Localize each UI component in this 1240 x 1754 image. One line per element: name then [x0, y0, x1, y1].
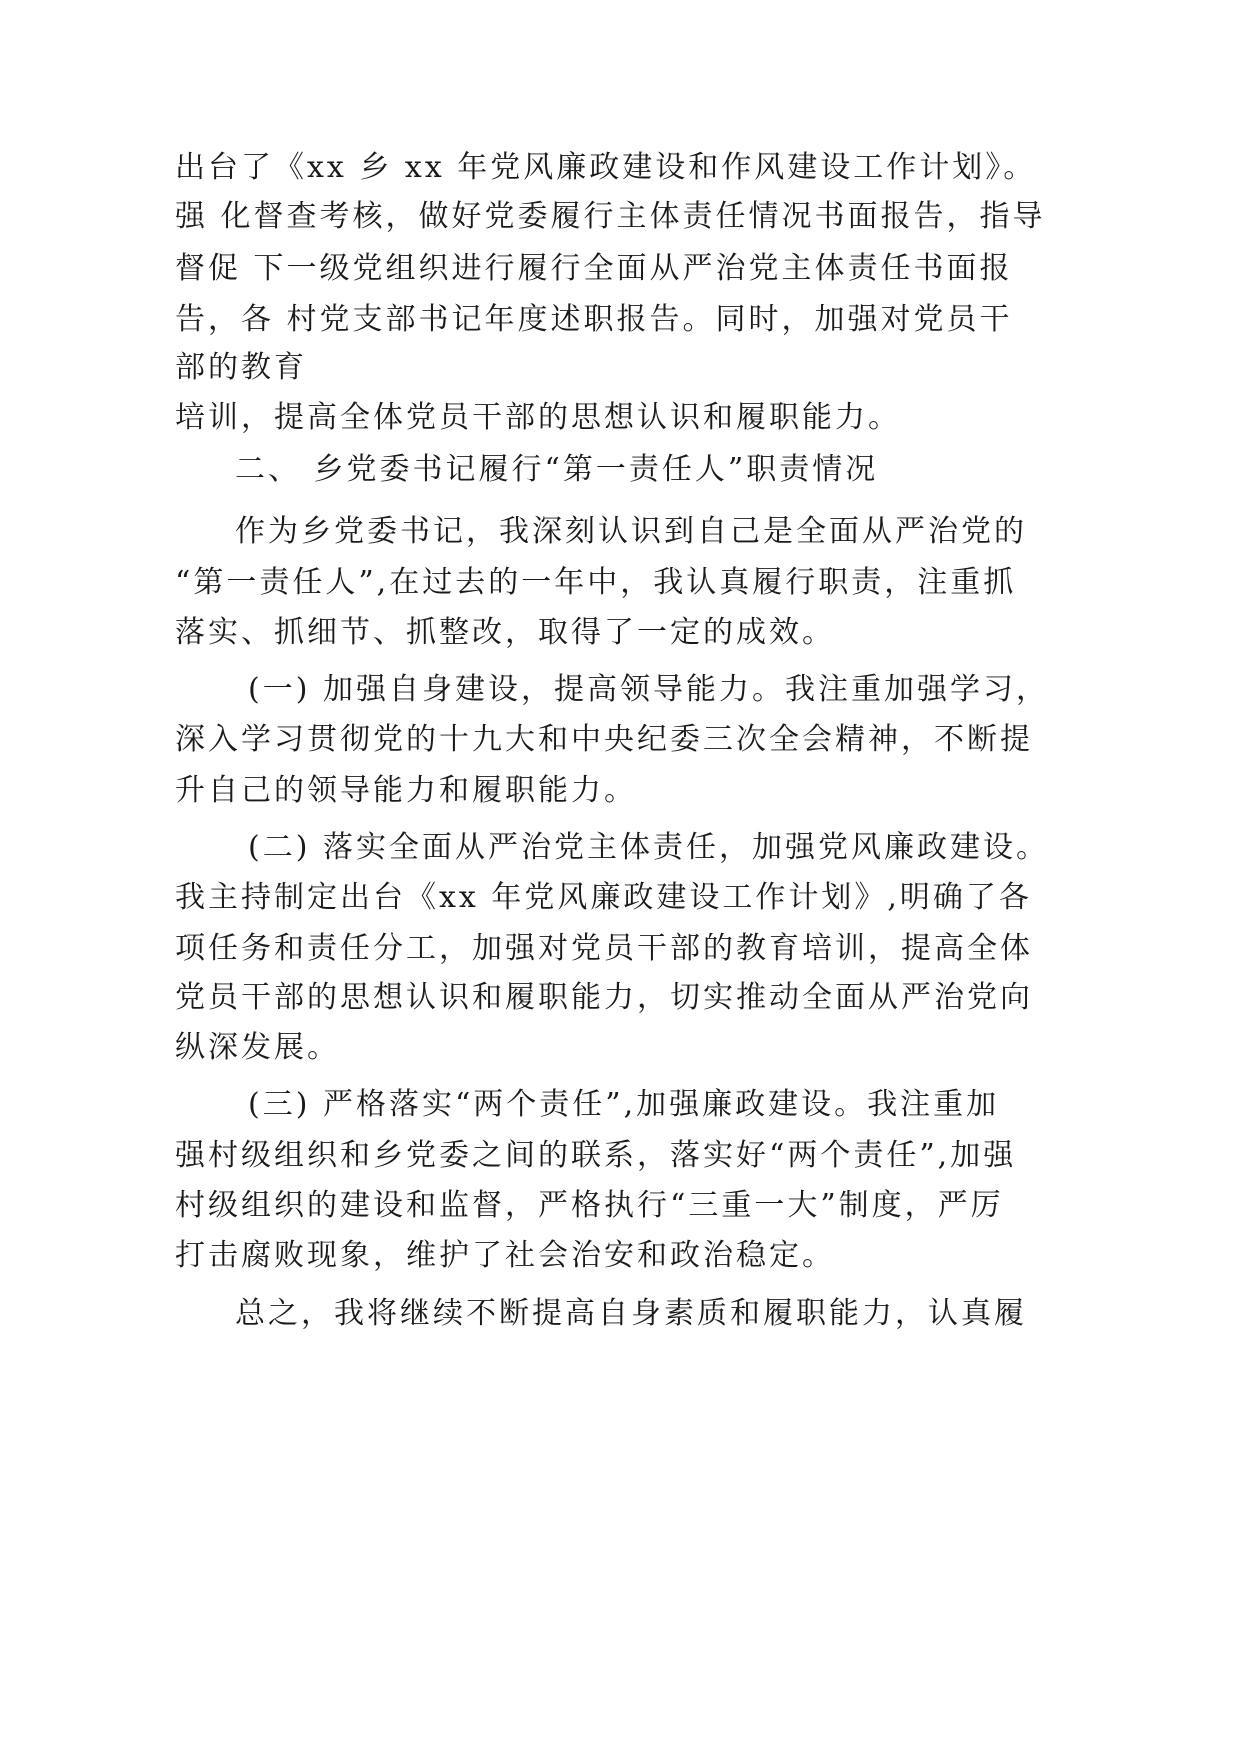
- text-line: 我主持制定出台《xx 年党风廉政建设工作计划》,明确了各: [175, 880, 1032, 915]
- text-line: (一) 加强自身建设，提高领导能力。我注重加强学习，: [248, 672, 1049, 707]
- text-line: 出台了《xx 乡 xx 年党风廉政建设和作风建设工作计划》。: [175, 150, 1037, 185]
- text-line: 督促 下一级党组织进行履行全面从严治党主体责任书面报: [175, 251, 1013, 286]
- text-line: 村级组织的建设和监督，严格执行“三重一大”制度，严厉: [175, 1188, 1004, 1223]
- text-line: 总之，我将继续不断提高自身素质和履职能力，认真履: [235, 1296, 1027, 1331]
- text-line: 升自己的领导能力和履职能力。: [175, 773, 637, 808]
- section-heading: 二、 乡党委书记履行“第一责任人”职责情况: [235, 452, 879, 487]
- text-line: 告，各 村党支部书记年度述职报告。同时，加强对党员干: [175, 302, 1013, 337]
- text-line: 作为乡党委书记，我深刻认识到自己是全面从严治党的: [235, 514, 1027, 549]
- text-line: 纵深发展。: [175, 1030, 340, 1065]
- text-line: 强 化督查考核，做好党委履行主体责任情况书面报告，指导: [175, 199, 1046, 234]
- text-line: 部的教育: [175, 350, 307, 385]
- text-line: “第一责任人”,在过去的一年中，我认真履行职责，注重抓: [175, 565, 1017, 600]
- text-line: 强村级组织和乡党委之间的联系，落实好“两个责任”,加强: [175, 1138, 1017, 1173]
- text-line: 培训，提高全体党员干部的思想认识和履职能力。: [175, 400, 901, 435]
- text-line: 党员干部的思想认识和履职能力，切实推动全面从严治党向: [175, 980, 1033, 1015]
- text-line: 项任务和责任分工，加强对党员干部的教育培训，提高全体: [175, 931, 1033, 966]
- text-line: (三) 严格落实“两个责任”,加强廉政建设。我注重加: [248, 1087, 1000, 1122]
- text-line: 落实、抓细节、抓整改，取得了一定的成效。: [175, 615, 835, 650]
- text-line: 打击腐败现象，维护了社会治安和政治稳定。: [175, 1238, 835, 1273]
- text-line: (二) 落实全面从严治党主体责任，加强党风廉政建设。: [248, 830, 1049, 865]
- text-line: 深入学习贯彻党的十九大和中央纪委三次全会精神，不断提: [175, 722, 1033, 757]
